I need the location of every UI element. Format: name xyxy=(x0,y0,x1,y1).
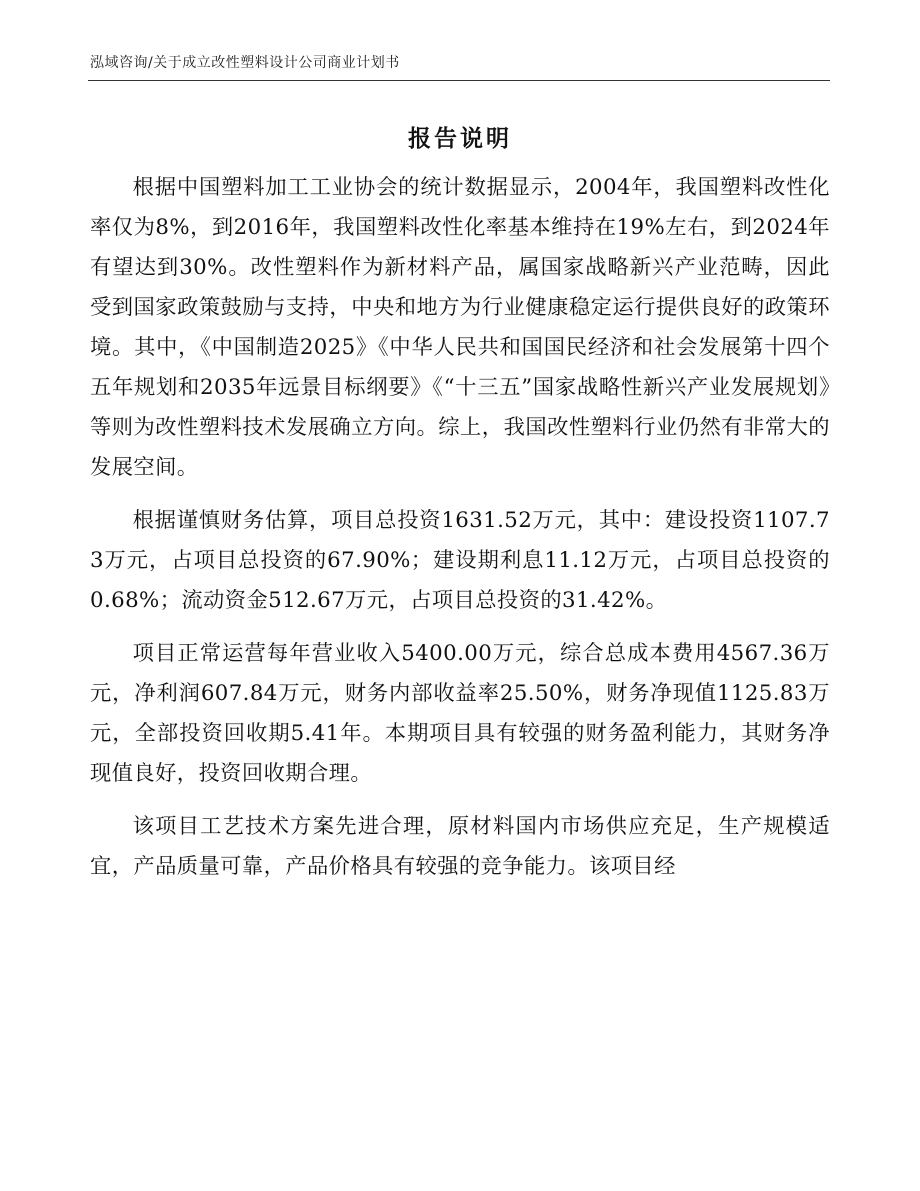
paragraph-industry-overview: 根据中国塑料加工工业协会的统计数据显示，2004年，我国塑料改性化率仅为8%，到2016年，我国塑料改性化率基本维持在19%左右，到2024年有望达到30%。改性塑料作为新材料产品，属国家战略新兴产业范畴，因此受到国家政策鼓励与支持，中央和地方为行业健康稳定运行提供良好的政策环境。其中，《中国制造2025》《中华人民共和国国民经济和社会发展第十四个五年规划和2035年远景目标纲要》《“十三五”国家战略性新兴产业发展规划》等则为改性塑料技术发展确立方向。综上，我国改性塑料行业仍然有非常大的发展空间。 xyxy=(90,175,830,480)
header-divider xyxy=(88,80,830,81)
page-title: 报告说明 xyxy=(408,126,512,152)
paragraph-technical-assessment: 该项目工艺技术方案先进合理，原材料国内市场供应充足，生产规模适宜，产品质量可靠，产品价格具有较强的竞争能力。该项目经 xyxy=(90,814,830,879)
paragraph-financial-returns: 项目正常运营每年营业收入5400.00万元，综合总成本费用4567.36万元，净利润607.84万元，财务内部收益率25.50%，财务净现值1125.83万元，全部投资回收期5.41年。本期项目具有较强的财务盈利能力，其财务净现值良好，投资回收期合理。 xyxy=(90,641,830,786)
report-body xyxy=(90,168,830,900)
paragraph-investment-estimate: 根据谨慎财务估算，项目总投资1631.52万元，其中：建设投资1107.73万元，占项目总投资的67.90%；建设期利息11.12万元，占项目总投资的0.68%；流动资金512.67万元，占项目总投资的31.42%。 xyxy=(90,508,830,613)
running-header: 泓域咨询/关于成立改性塑料设计公司商业计划书 xyxy=(90,55,400,71)
